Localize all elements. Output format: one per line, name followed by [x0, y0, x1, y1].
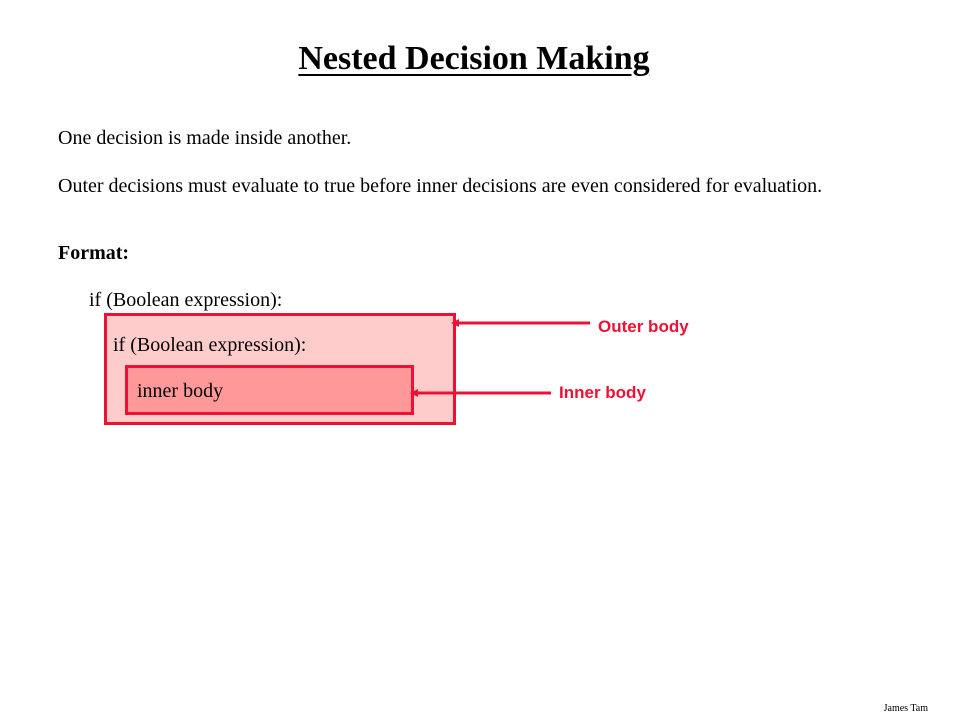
slide-title: Nested Decision Making	[298, 40, 650, 77]
inner-if-line: if (Boolean expression):	[113, 334, 307, 356]
author-footer: James Tam	[883, 703, 928, 714]
outer-arrow-head	[451, 319, 459, 327]
inner-body-callout: Inner body	[559, 383, 646, 402]
inner-body-text: inner body	[137, 380, 224, 402]
format-label: Format:	[58, 242, 130, 264]
paragraph-two: Outer decisions must evaluate to true before inner decisions are even considered for evaluation.	[58, 175, 823, 197]
inner-arrow-head	[410, 389, 418, 397]
outer-body-callout: Outer body	[598, 317, 689, 336]
paragraph-one: One decision is made inside another.	[58, 127, 352, 149]
outer-if-line: if (Boolean expression):	[89, 289, 283, 311]
